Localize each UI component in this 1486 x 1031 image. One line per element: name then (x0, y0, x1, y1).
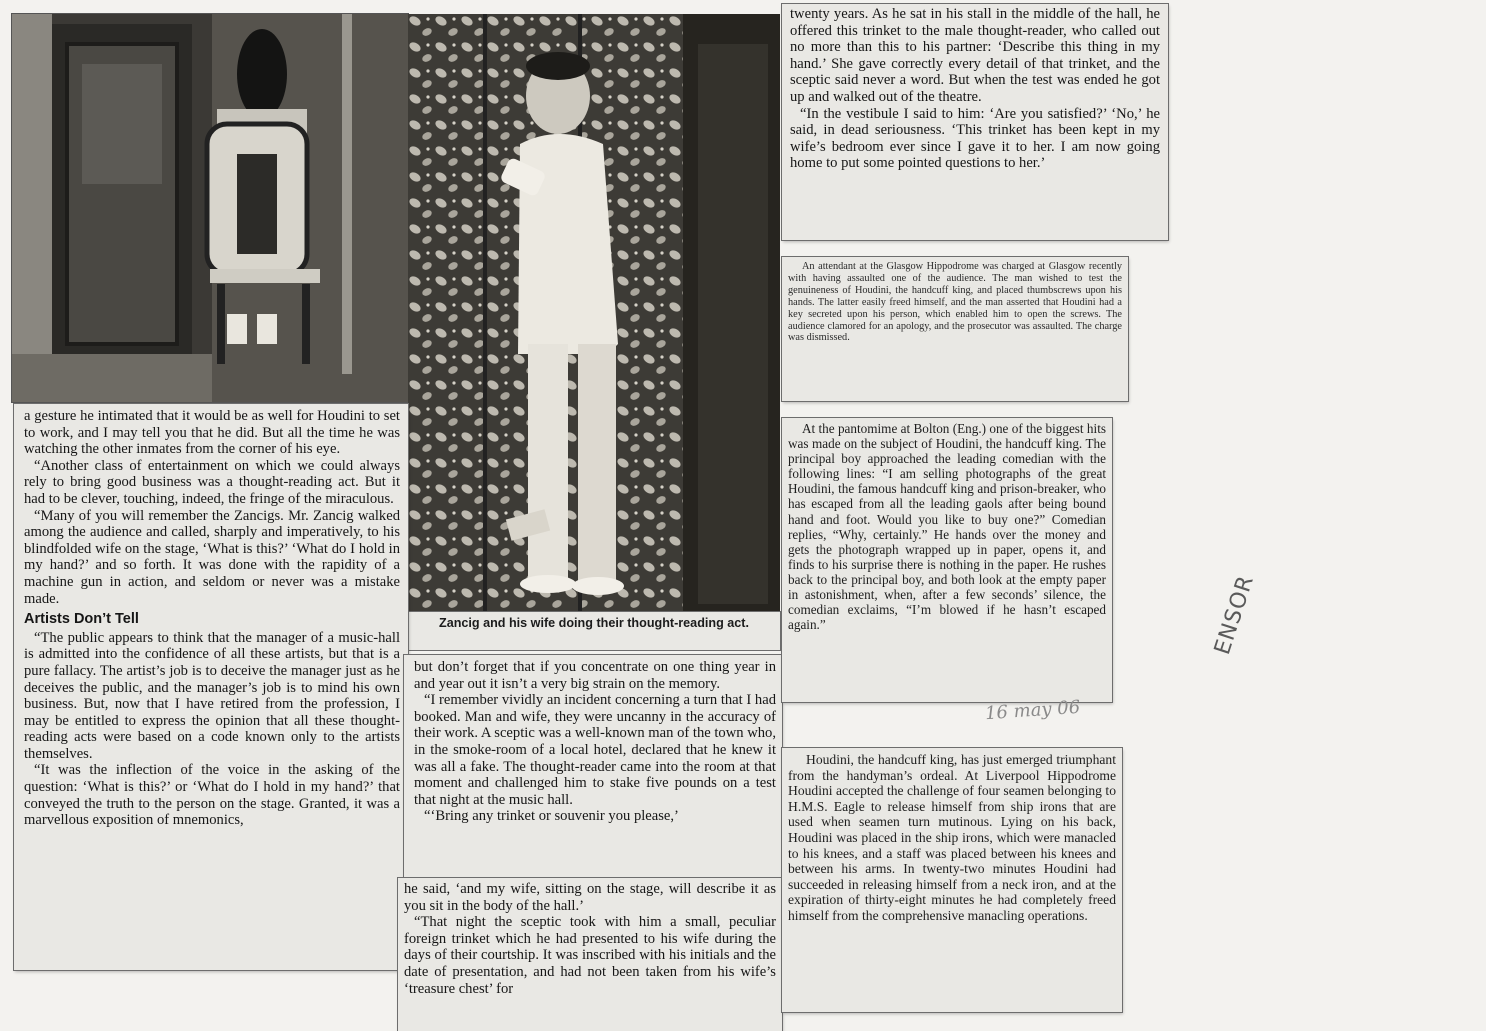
photo-zancig-illustration (408, 14, 780, 612)
handwritten-date: 16 may 06 (984, 696, 1081, 725)
clipping-liverpool (782, 748, 1122, 1012)
left-paragraph-5: “It was the inflection of the voice in the asking of the question: ‘What is this?’ or ‘What do I hold in my hand?’ that conveyed the truth to the person on the stage. Granted, it was a marvellous exposition of mnemonics, (24, 762, 400, 829)
center-paragraph-3: “‘Bring any trinket or souvenir you please,’ (424, 808, 679, 825)
center-column-clipping-lower (398, 878, 782, 1031)
clipping-glasgow (782, 257, 1128, 401)
left-column-clipping (14, 404, 408, 970)
photo-caption-text: Zancig and his wife doing their thought-reading act. (439, 616, 749, 630)
center-column-clipping-upper (404, 655, 782, 881)
subhead-artists-dont-tell: Artists Don’t Tell (24, 611, 139, 628)
clipping-bolton-text: At the pantomime at Bolton (Eng.) one of the biggest hits was made on the subject of Houdini, the handcuff king. The principal boy approached the leading comedian with the following lines: “I am selling photographs of the great Houdini, the famous handcuff king and prison-breaker, who has escaped from all the leading gaols after being bound hand and foot. Would you like to buy one?” Comedian replies, “Why, certainly.” He hands over the money and gets the photograph wrapped up in paper, opens it, and finds to his surprise there is nothing in the paper. He rushes back to the principal boy, and both look at the empty paper in astonishment, when, after a few seconds’ silence, the comedian exclaims, “I’m blowed if he hasn’t escaped again.” (788, 421, 1106, 633)
center-paragraph-4: he said, ‘and my wife, sitting on the stage, will describe it as you sit in the body of the hall.’ (404, 881, 776, 914)
left-paragraph-2: “Another class of entertainment on which we could always rely to bring good business was a thought-reading act. But it had to be clever, touching, indeed, the fringe of the miraculous. (24, 457, 400, 507)
photo-chair-scene (12, 14, 408, 402)
left-paragraph-4: “The public appears to think that the manager of a music-hall is admitted into the confidence of all these artists, but that is a pure fallacy. The artist’s job is to deceive the manager just as he deceives the public, and the manager’s job is to mind his own business. But, now that I have retired from the profession, I may be entitled to express the opinion that all these thought-reading acts were based on a code known only to the artists themselves. (24, 629, 400, 762)
right-paragraph-1: twenty years. As he sat in his stall in the middle of the hall, he offered this trinket to the male thought-reader, who called out no more than this to his partner: ‘Describe this thing in my hand.’ She gave correctly every detail of that trinket, and the sceptic said never a word. But when the test was ended he got up and walked out of the theatre. (790, 6, 1160, 105)
photo-caption (408, 612, 780, 650)
clipping-glasgow-text: An attendant at the Glasgow Hippodrome was charged at Glasgow recently with having assaulted one of the audience. The man wished to test the genuineness of Houdini, the handcuff king, and placed thumbscrews upon his hands. The latter easily freed himself, and the man asserted that Houdini had a key secreted upon his person, which enabled him to open the screws. The audience clamored for an apology, and the prosecutor was assaulted. The charge was dismissed. (788, 261, 1122, 344)
center-paragraph-5: “That night the sceptic took with him a small, peculiar foreign trinket which he had presented to his wife during the days of their courtship. It was inscribed with his initials and the date of presentation, and had not been taken from his wife’s ‘treasure chest’ for (404, 914, 776, 997)
right-paragraph-2: “In the vestibule I said to him: ‘Are you satisfied?’ ‘No,’ he said, in dead seriousness. ‘This trinket has been kept in my wife’s bedroom ever since I gave it to her. I am now going home to put some pointed questions to her.’ (790, 105, 1160, 172)
right-top-clipping (782, 4, 1168, 240)
clipping-liverpool-text: Houdini, the handcuff king, has just emerged triumphant from the handyman’s ordeal. At Liverpool Hippodrome Houdini accepted the challenge of four seamen belonging to H.M.S. Eagle to release himself from ship irons that are used when seamen turn mutinous. Lying on his back, Houdini was placed in the ship irons, which were manacled to his knees, and a staff was placed between his knees and between his arms. In twenty-two minutes Houdini had succeeded in releasing himself from a neck iron, and at the expiration of thirty-eight minutes he had completely freed himself from the comprehensive manacling operations. (788, 752, 1116, 923)
photo-chair-illustration (12, 14, 408, 402)
ensor-stamp: ENSOR (1210, 572, 1260, 658)
center-paragraph-2: “I remember vividly an incident concerning a turn that I had booked. Man and wife, they were uncanny in the accuracy of their work. A sceptic was a well-known man of the town who, in the smoke-room of a local hotel, declared that he knew it was all a fake. The thought-reader came into the room at that moment and challenged him to stake five pounds on a test that night at the music hall. (414, 692, 776, 808)
left-paragraph-3: “Many of you will remember the Zancigs. Mr. Zancig walked among the audience and called, sharply and imperatively, to his blindfolded wife on the stage, ‘What is this?’ ‘What do I hold in my hand?’ and so forth. It was done with the rapidity of a machine gun in action, and seldom or never was a mistake made. (24, 507, 400, 607)
photo-zancig-reading (408, 14, 780, 612)
center-paragraph-1: but don’t forget that if you concentrate on one thing year in and year out it isn’t a very big strain on the memory. (414, 659, 776, 692)
clipping-bolton (782, 418, 1112, 702)
left-paragraph-1: a gesture he intimated that it would be as well for Houdini to set to work, and I may tell you that he did. But all the time he was watching the other inmates from the corner of his eye. (24, 408, 400, 458)
